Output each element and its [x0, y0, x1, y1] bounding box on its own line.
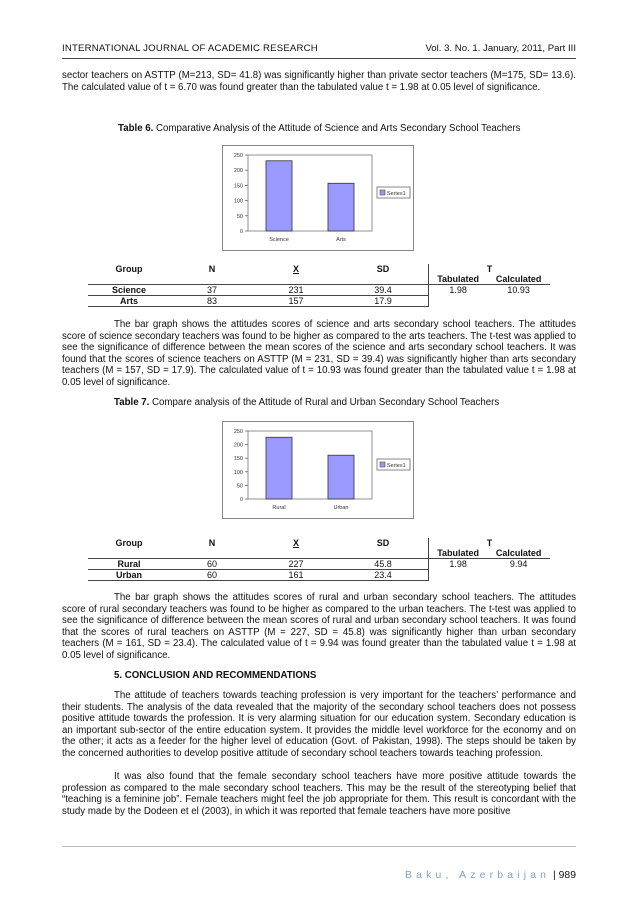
cell-mean: 227: [254, 559, 338, 570]
table6-caption-label: Table 6.: [118, 123, 154, 134]
cell-n: 83: [170, 296, 254, 307]
table6-caption: [118, 123, 520, 134]
cell-mean: 157: [254, 296, 338, 307]
y-tick-label: 100: [233, 469, 243, 476]
bar: [328, 455, 354, 499]
header-n: N: [208, 538, 216, 548]
issue-info: Vol. 3. No. 1. January, 2011, Part III: [425, 43, 576, 54]
y-tick-label: 150: [233, 183, 243, 190]
chart-science-arts: [222, 145, 414, 251]
table7-subheader-row: [88, 548, 550, 559]
y-tick-label: 50: [236, 213, 243, 220]
legend-swatch: [380, 190, 385, 195]
y-tick-label: 0: [239, 229, 243, 235]
chart-svg: [222, 145, 414, 251]
y-tick-label: 250: [233, 153, 243, 159]
y-tick-label: 250: [233, 429, 243, 435]
cell-sd: 17.9: [338, 296, 429, 307]
header-t: T: [429, 538, 551, 548]
header-t: T: [429, 264, 551, 274]
cell-group: Arts: [88, 296, 170, 307]
cell-n: 37: [170, 285, 254, 296]
table6-discussion: The bar graph shows the attitudes scores of science and arts secondary school teachers. The attitudes score of science secondary teachers was found to be higher as compared to the arts teachers. The t-test was applied to see the significance of difference between the mean scores of the science and arts secondary school teachers. It was found that the scores of science teachers on ASTTP (M = 231, SD = 39.4) was significantly higher than arts secondary teachers (M = 157, SD = 17.9). The calculated value of t = 10.93 was found greater than the tabulated value t = 1.98 at 0.05 level of significance.: [62, 319, 576, 388]
header-n: N: [208, 264, 216, 274]
journal-title: INTERNATIONAL JOURNAL OF ACADEMIC RESEARCH: [62, 43, 318, 54]
y-tick-label: 200: [233, 168, 243, 175]
table-row: [88, 559, 550, 570]
x-tick-label: Science: [269, 237, 289, 243]
header-sd: SD: [376, 264, 390, 274]
cell-mean: 161: [254, 570, 338, 581]
cell-group: Urban: [88, 570, 170, 581]
footer-separator: |: [550, 870, 559, 881]
bar: [328, 183, 354, 231]
table7-header-row: [88, 538, 550, 548]
header-sd: SD: [376, 538, 390, 548]
footer-city: Baku, Azerbaijan: [404, 870, 551, 881]
x-tick-label: Urban: [333, 505, 349, 511]
header-calculated: Calculated: [487, 274, 550, 285]
cell-tabulated: 1.98: [429, 559, 488, 570]
footer-rule: [62, 846, 576, 847]
y-tick-label: 200: [233, 442, 243, 449]
table6: [88, 264, 550, 307]
table6-subheader-row: [88, 274, 550, 285]
header-tabulated: Tabulated: [429, 548, 488, 559]
legend-label: Series1: [387, 191, 406, 197]
cell-group: Rural: [88, 559, 170, 570]
page-number: 989: [558, 870, 576, 881]
cell-n: 60: [170, 570, 254, 581]
x-tick-label: Rural: [272, 505, 286, 511]
cell-calculated: 10.93: [507, 285, 530, 295]
legend-swatch: [380, 462, 385, 467]
chart-svg: [222, 421, 414, 519]
header-tabulated: Tabulated: [429, 274, 488, 285]
cell-sd: 23.4: [338, 570, 429, 581]
intro-paragraph: sector teachers on ASTTP (M=213, SD= 41.8) was significantly higher than private sector teachers (M=175, SD= 13.6). The calculated value of t = 6.70 was found greater than the tabulated value t = 1.98 at 0.05 level of significance.: [62, 70, 576, 93]
table7-caption-label: Table 7.: [114, 397, 150, 408]
cell-calculated: 9.94: [509, 559, 528, 569]
conclusion-paragraph-1: The attitude of teachers towards teaching profession is very important for the teachers’ performance and their students. The analysis of the data revealed that the majority of the secondary school teachers does not possess positive attitude towards the profession. It is very alarming situation for our education system. Secondary education is an important sub-sector of the entire education system. It provides the middle level workforce for the economy and on the other; it acts as a feeder for the higher level of education (Govt. of Pakistan, 1998). The steps should be taken by the concerned authorities to develop positive attitude of secondary school teachers towards teaching profession.: [62, 690, 576, 759]
table-row: [88, 570, 550, 581]
cell-tabulated: 1.98: [429, 285, 488, 296]
table7-caption: [114, 397, 499, 408]
header-mean: [254, 264, 338, 274]
cell-mean: 231: [254, 285, 338, 296]
y-tick-label: 0: [239, 497, 243, 503]
table7: [88, 538, 550, 581]
cell-sd: 45.8: [338, 559, 429, 570]
table-row: [88, 296, 550, 307]
bar: [266, 437, 292, 499]
cell-sd: 39.4: [338, 285, 429, 296]
x-tick-label: Arts: [336, 237, 346, 243]
page-footer: [405, 870, 576, 881]
header-calculated: Calculated: [487, 548, 550, 559]
cell-n: 60: [170, 559, 254, 570]
y-tick-label: 100: [233, 198, 243, 205]
header-mean-text: X: [292, 538, 299, 548]
header-group: Group: [115, 538, 143, 548]
bar: [266, 161, 292, 231]
conclusion-paragraph-2: It was also found that the female secondary school teachers have more positive attitude towards the profession as compared to the male secondary school teachers. This may be the result of the stereotyping belief that “teaching is a feminine job”. Female teachers might feel the job appropriate for them. This result is concordant with the study made by the Dodeen et el (2003), in which it was reported that female teachers have more positive: [62, 771, 576, 817]
header-mean-text: X: [292, 264, 299, 274]
table7-caption-text: Compare analysis of the Attitude of Rural and Urban Secondary School Teachers: [149, 397, 500, 408]
header-mean: [254, 538, 338, 548]
header-group: Group: [115, 264, 143, 274]
table6-header-row: [88, 264, 550, 274]
table-row: [88, 285, 550, 296]
legend-label: Series1: [387, 463, 406, 469]
table7-discussion: The bar graph shows the attitudes scores of rural and urban secondary school teachers. The attitudes score of rural secondary teachers was found to be higher as compared to the urban teachers. The t-test was applied to see the significance of difference between the mean scores of rural and urban secondary school teachers. It was found that the scores of rural teachers on ASTTP (M = 227, SD = 45.8) was significantly higher than urban secondary teachers (M = 161, SD = 23.4). The calculated value of t = 9.94 was found greater than the tabulated value t = 1.98 at 0.05 level of significance.: [62, 592, 576, 661]
section-heading: 5. CONCLUSION AND RECOMMENDATIONS: [114, 670, 317, 681]
table6-caption-text: Comparative Analysis of the Attitude of Science and Arts Secondary School Teachers: [153, 123, 521, 134]
y-tick-label: 50: [236, 483, 243, 490]
chart-rural-urban: [222, 421, 414, 519]
y-tick-label: 150: [233, 456, 243, 463]
cell-group: Science: [88, 285, 170, 296]
header-rule: [62, 58, 576, 59]
